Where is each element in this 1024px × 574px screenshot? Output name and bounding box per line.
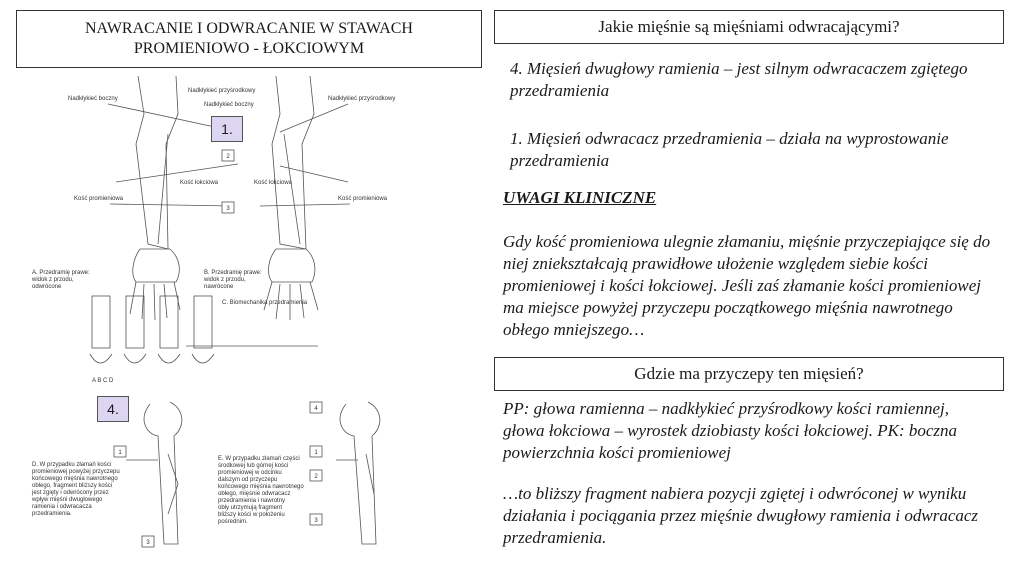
fig-label-kosc-promieniowa-left: Kość promieniowa <box>74 196 124 202</box>
number-4-marker <box>97 396 129 422</box>
attachments-text: PP: głowa ramienna – nadkłykieć przyśrodkowy kości ramiennej, głowa łokciowa – wyrostek dziobiasty kości łokciowej. PK: boczna powierzchnia kości promieniowej <box>503 399 958 462</box>
question-box-1 <box>494 10 1004 44</box>
fig-letters: A B C D <box>92 378 114 384</box>
fig-label-kosc-lokciowa-left: Kość łokciowa <box>180 180 219 186</box>
fig-box-3c: 3 <box>314 518 318 524</box>
fig-label-kosc-promieniowa-right: Kość promieniowa <box>338 196 388 202</box>
fig-caption-d: D. W przypadku złamań kości promieniowej powyżej przyczepu końcowego mięśnia nawrotnego obłego, fragment bliższy kości jest zgięty i odwrócony przez wpływ mięśni dwugłowego ramienia i odwracacza przedramienia. <box>32 462 120 517</box>
question-2-text: Gdzie ma przyczepy ten mięsień? <box>634 364 864 383</box>
clinical-heading: UWAGI KLINICZNE <box>503 188 657 207</box>
fig-box-2b: 2 <box>314 474 318 480</box>
anatomy-figure <box>18 74 402 568</box>
point-4-text: 4. Mięsień dwugłowy ramienia – jest silnym odwracaczem zgiętego przedramienia <box>510 59 968 100</box>
fig-box-3: 3 <box>226 206 230 212</box>
question-box-2 <box>494 357 1004 391</box>
number-4-text: 4. <box>107 401 119 417</box>
fig-box-4b: 4 <box>314 406 318 412</box>
fig-caption-b: B. Przedramię prawe: widok z przodu, nawrócone <box>204 270 262 290</box>
number-1-text: 1. <box>221 121 233 137</box>
fig-box-3b: 3 <box>146 540 150 546</box>
slide-title-box <box>16 10 482 68</box>
fig-label-nadklykiec-boczny-left: Nadkłykieć boczny <box>68 96 118 102</box>
fig-box-1b: 1 <box>118 450 122 456</box>
number-1-marker <box>211 116 243 142</box>
fig-box-2: 2 <box>226 154 230 160</box>
clinical-text: Gdy kość promieniowa ulegnie złamaniu, mięśnie przyczepiające się do niej zniekształcają prawidłowe ułożenie względem siebie kości promieniowej i kości łokciowej. Jeśli zaś złamanie kości promieniowej ma miejsce powyżej przyczepu początkowego mięśnia nawrotnego obłego mniejszego… <box>503 232 991 339</box>
point-1-text: 1. Mięsień odwracacz przedramienia – działa na wyprostowanie przedramienia <box>510 129 949 170</box>
fig-caption-e: E. W przypadku złamań części środkowej lub górnej kości promieniowej w odcinku dalszym od przyczepu końcowego mięśnia nawrotnego obłego, mięśnie odwracacz przedramienia i nawrotny obły utrzymują fragment bliższy kości w położeniu pośrednim. <box>218 456 304 525</box>
fig-label-nadklykiec-przysrodkowy-right: Nadkłykieć przyśrodkowy <box>328 96 396 102</box>
fig-caption-c: C. Biomechanika przedramienia <box>222 300 308 306</box>
fig-label-nadklykiec-przysrodkowy-left: Nadkłykieć przyśrodkowy <box>188 88 256 94</box>
continuation-text: …to bliższy fragment nabiera pozycji zgiętej i odwróconej w wyniku działania i pociągania przez mięśnie dwugłowy ramienia i odwracacz przedramienia. <box>503 484 979 547</box>
question-1-text: Jakie mięśnie są mięśniami odwracającymi? <box>598 17 900 36</box>
fig-label-kosc-lokciowa-right: Kość łokciowa <box>254 180 293 186</box>
fig-caption-a: A. Przedramię prawe: widok z przodu, odwrócone <box>32 270 90 290</box>
fig-box-1c: 1 <box>314 450 318 456</box>
fig-label-nadklykiec-boczny-right: Nadkłykieć boczny <box>204 102 254 108</box>
slide-title: NAWRACANIE I ODWRACANIE W STAWACH PROMIENIOWO - ŁOKCIOWYM <box>85 20 413 57</box>
